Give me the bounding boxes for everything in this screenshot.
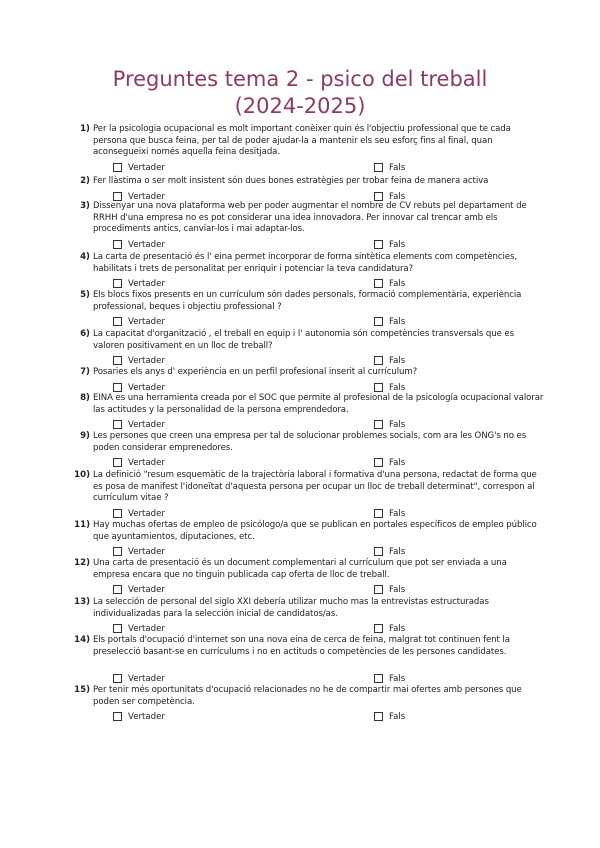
- question-text: La capacitat d'organització , el treball en equip i l' autonomia són competències transversals que es valoren positivament en un lloc de treball?: [93, 329, 514, 351]
- option-vertader[interactable]: [113, 546, 165, 557]
- option-vertader[interactable]: [113, 162, 165, 173]
- checkbox-vertader[interactable]: [113, 509, 122, 518]
- question-number: 14): [74, 635, 90, 645]
- option-vertader[interactable]: [113, 239, 165, 250]
- option-fals-label: Fals: [389, 673, 406, 684]
- question-text: La definició "resum esquemàtic de la trajectòria laboral i formativa d'una persona, redactat de forma que es posa de manifest l'idoneïtat d'aquesta persona per ocupar un lloc de treball determinat", correspon al currículum vitae ?: [93, 470, 537, 503]
- question-number: 11): [74, 520, 90, 530]
- checkbox-fals[interactable]: [374, 240, 383, 249]
- question-number: 15): [74, 685, 90, 695]
- option-vertader-label: Vertader: [128, 278, 165, 289]
- checkbox-vertader[interactable]: [113, 420, 122, 429]
- option-vertader-label: Vertader: [128, 239, 165, 250]
- question-text: EINA es una herramienta creada por el SOC que permite al profesional de la psicología ocupacional valorar las actitudes y la personalidad de la persona emprendedora.: [93, 393, 544, 415]
- checkbox-fals[interactable]: [374, 192, 383, 201]
- option-fals[interactable]: [374, 508, 405, 519]
- checkbox-fals[interactable]: [374, 317, 383, 326]
- checkbox-fals[interactable]: [374, 624, 383, 633]
- checkbox-vertader[interactable]: [113, 279, 122, 288]
- checkbox-fals[interactable]: [374, 383, 383, 392]
- checkbox-fals[interactable]: [374, 509, 383, 518]
- option-vertader-label: Vertader: [128, 162, 165, 173]
- checkbox-vertader[interactable]: [113, 585, 122, 594]
- option-fals-label: Fals: [389, 623, 406, 634]
- question-number: 13): [74, 597, 90, 607]
- checkbox-vertader[interactable]: [113, 163, 122, 172]
- question-number: 10): [74, 470, 90, 480]
- option-fals[interactable]: [374, 355, 405, 366]
- option-fals-label: Fals: [389, 457, 406, 468]
- question-text: Les persones que creen una empresa per tal de solucionar problemes socials, com ara les ONG's no es poden considerar emprenedores.: [93, 431, 527, 453]
- question-text: Fer llàstima o ser molt insistent són dues bones estratègies per trobar feina de manera activa: [93, 176, 489, 186]
- option-fals-label: Fals: [389, 711, 406, 722]
- checkbox-fals[interactable]: [374, 674, 383, 683]
- option-vertader-label: Vertader: [128, 623, 165, 634]
- checkbox-fals[interactable]: [374, 712, 383, 721]
- option-vertader-label: Vertader: [128, 584, 165, 595]
- option-vertader-label: Vertader: [128, 316, 165, 327]
- checkbox-vertader[interactable]: [113, 458, 122, 467]
- question-text: La selección de personal del siglo XXI debería utilizar mucho mas la entrevistas estructuradas individualizadas para la selección inicial de candidatos/as.: [93, 597, 489, 619]
- option-vertader-label: Vertader: [128, 355, 165, 366]
- checkbox-fals[interactable]: [374, 279, 383, 288]
- option-fals-label: Fals: [389, 278, 406, 289]
- question-text: Per la psicologia ocupacional es molt important conèixer quin és l'objectiu professional que te cada persona que busca feina, per tal de poder ajudar-la a mantenir els seu esforç fins al final, quan aconsegueixi només aquella feina desitjada.: [93, 124, 511, 157]
- question-number: 7): [80, 367, 90, 377]
- option-vertader-label: Vertader: [128, 711, 165, 722]
- option-fals-label: Fals: [389, 419, 406, 430]
- option-fals-label: Fals: [389, 508, 406, 519]
- checkbox-fals[interactable]: [374, 420, 383, 429]
- option-fals-label: Fals: [389, 355, 406, 366]
- option-fals-label: Fals: [389, 316, 406, 327]
- option-vertader-label: Vertader: [128, 673, 165, 684]
- question-number: 4): [80, 252, 90, 262]
- checkbox-vertader[interactable]: [113, 383, 122, 392]
- checkbox-vertader[interactable]: [113, 356, 122, 365]
- option-vertader[interactable]: [113, 623, 165, 634]
- option-vertader-label: Vertader: [128, 191, 165, 202]
- checkbox-fals[interactable]: [374, 163, 383, 172]
- question-text: Els portals d'ocupació d'internet son una nova eina de cerca de feina, malgrat tot continuen fent la preselecció basant-se en currículums i no en actituds o competències de les persones candidates.: [93, 635, 510, 657]
- checkbox-vertader[interactable]: [113, 712, 122, 721]
- title-line-2: (2024-2025): [234, 94, 366, 118]
- question-number: 8): [80, 393, 90, 403]
- option-fals[interactable]: [374, 316, 405, 327]
- option-vertader[interactable]: [113, 508, 165, 519]
- option-vertader[interactable]: [113, 419, 165, 430]
- question-text: Per tenir més oportunitats d'ocupació relacionades no he de compartir mai ofertes amb persones que poden ser competència.: [93, 685, 522, 707]
- checkbox-vertader[interactable]: [113, 192, 122, 201]
- question-number: 6): [80, 329, 90, 339]
- checkbox-vertader[interactable]: [113, 240, 122, 249]
- option-vertader-label: Vertader: [128, 419, 165, 430]
- checkbox-fals[interactable]: [374, 585, 383, 594]
- option-fals-label: Fals: [389, 191, 406, 202]
- option-fals[interactable]: [374, 457, 405, 468]
- option-vertader[interactable]: [113, 278, 165, 289]
- option-fals-label: Fals: [389, 239, 406, 250]
- checkbox-fals[interactable]: [374, 356, 383, 365]
- question-text: Dissenyar una nova plataforma web per poder augmentar el nombre de CV rebuts pel departament de RRHH d'una empresa no es pot considerar una idea innovadora. Per innovar cal trencar amb els procediments antics, canviar-los i mai adaptar-los.: [93, 201, 527, 234]
- option-vertader-label: Vertader: [128, 546, 165, 557]
- option-vertader[interactable]: [113, 382, 165, 393]
- option-fals[interactable]: [374, 382, 405, 393]
- option-vertader-label: Vertader: [128, 457, 165, 468]
- title-line-1: Preguntes tema 2 - psico del treball: [112, 67, 488, 91]
- option-vertader-label: Vertader: [128, 382, 165, 393]
- option-vertader[interactable]: [113, 584, 165, 595]
- question-text: Una carta de presentació és un document complementari al currículum que pot ser enviada a una empresa encara que no tinguin publicada cap oferta de lloc de treball.: [93, 558, 507, 580]
- option-fals[interactable]: [374, 623, 405, 634]
- checkbox-fals[interactable]: [374, 547, 383, 556]
- question-text: Posaries els anys d' experiència en un perfil profesional inserit al currículum?: [93, 367, 418, 377]
- option-fals-label: Fals: [389, 382, 406, 393]
- option-fals[interactable]: [374, 278, 405, 289]
- option-fals-label: Fals: [389, 162, 406, 173]
- option-fals[interactable]: [374, 239, 405, 250]
- checkbox-vertader[interactable]: [113, 317, 122, 326]
- question-number: 9): [80, 431, 90, 441]
- option-fals[interactable]: [374, 419, 405, 430]
- question-text: Els blocs fixos presents en un currículum són dades personals, formació complementària, experiència professional, beques i objectiu professional ?: [93, 290, 522, 312]
- question-number: 5): [80, 290, 90, 300]
- option-fals[interactable]: [374, 584, 405, 595]
- option-vertader[interactable]: [113, 711, 165, 722]
- checkbox-fals[interactable]: [374, 458, 383, 467]
- question-number: 12): [74, 558, 90, 568]
- checkbox-vertader[interactable]: [113, 624, 122, 633]
- option-vertader[interactable]: [113, 673, 165, 684]
- question-number: 2): [80, 176, 90, 186]
- question-number: 3): [80, 201, 90, 211]
- option-vertader-label: Vertader: [128, 508, 165, 519]
- option-vertader[interactable]: [113, 355, 165, 366]
- checkbox-vertader[interactable]: [113, 547, 122, 556]
- question-number: 1): [80, 124, 90, 134]
- option-vertader[interactable]: [113, 457, 165, 468]
- question-text: La carta de presentació és l' eina permet incorporar de forma sintètica elements com competències, habilitats i trets de personalitat per enriquir i potenciar la teva candidatura?: [93, 252, 517, 274]
- option-fals-label: Fals: [389, 584, 406, 595]
- option-fals[interactable]: [374, 711, 405, 722]
- option-fals-label: Fals: [389, 546, 406, 557]
- question-text: Hay muchas ofertas de empleo de psicólogo/a que se publican en portales específicos de empleo público que ayuntamientos, diputaciones, etc.: [93, 520, 537, 542]
- option-fals[interactable]: [374, 673, 405, 684]
- option-fals[interactable]: [374, 546, 405, 557]
- checkbox-vertader[interactable]: [113, 674, 122, 683]
- option-vertader[interactable]: [113, 316, 165, 327]
- option-fals[interactable]: [374, 162, 405, 173]
